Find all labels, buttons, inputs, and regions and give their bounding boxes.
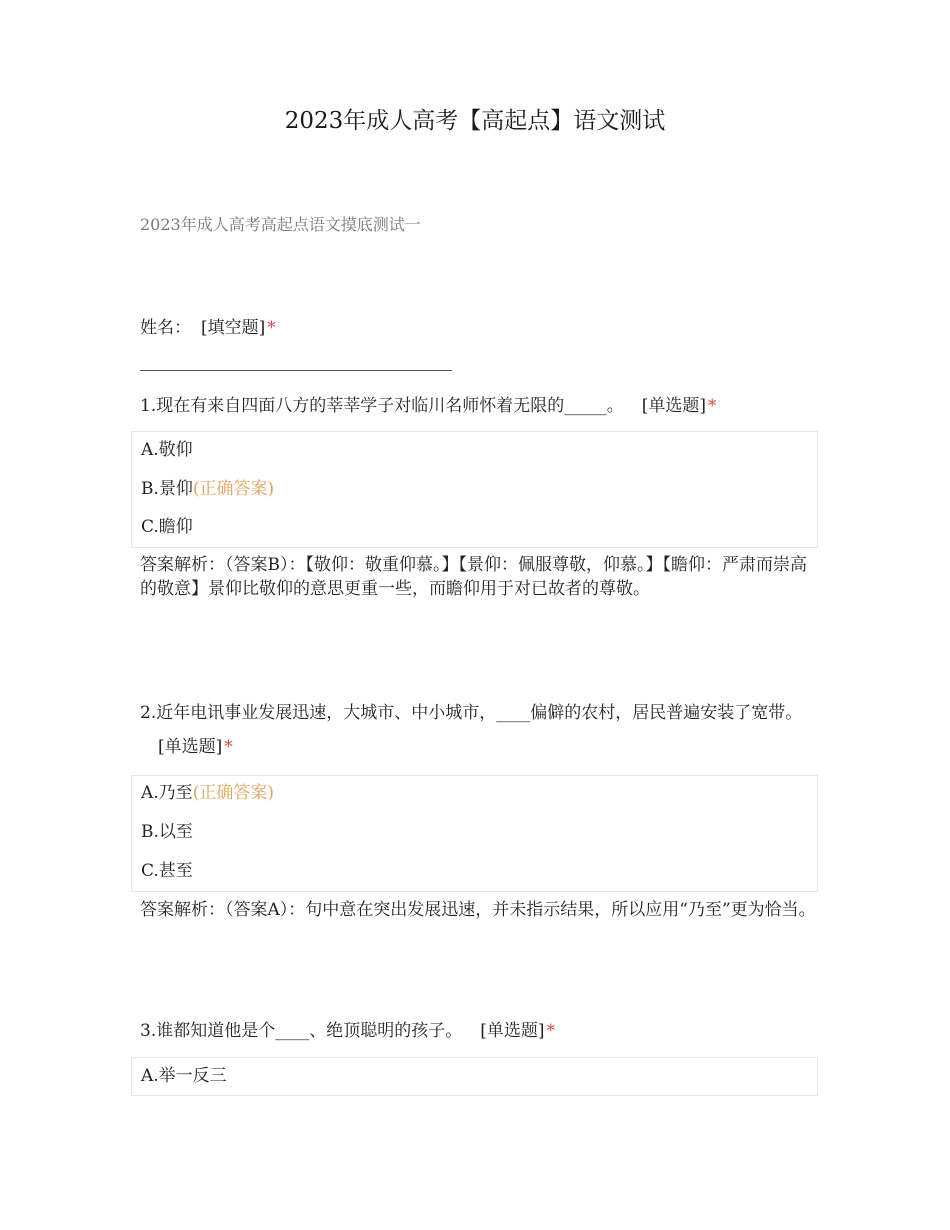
question-type: [单选题] xyxy=(641,396,706,416)
options-box-2 xyxy=(131,775,818,892)
required-mark: * xyxy=(224,737,233,757)
name-label: 姓名： xyxy=(140,318,191,338)
name-field-label xyxy=(140,316,276,340)
question-text: 2.近年电讯事业发展迅速，大城市、中小城市，____偏僻的农村，居民普遍安装了宽带。 xyxy=(140,703,803,723)
answer-explanation-1: 答案解析：（答案B）：【敬仰：敬重仰慕。】【景仰：佩服尊敬，仰慕。】【瞻仰：严肃而崇高的敬意】景仰比敬仰的意思更重一些，而瞻仰用于对已故者的尊敬。 xyxy=(140,555,807,599)
option-label: B.以至 xyxy=(141,822,193,842)
option-label: C.瞻仰 xyxy=(141,517,193,537)
question-type: [填空题] xyxy=(201,318,266,338)
option-b[interactable] xyxy=(141,820,193,844)
question-text: 3.谁都知道他是个____、绝顶聪明的孩子。 xyxy=(140,1021,463,1041)
required-mark: * xyxy=(267,318,276,338)
option-a[interactable] xyxy=(141,438,193,462)
option-label: B.景仰 xyxy=(141,479,193,499)
options-box-1 xyxy=(131,431,818,548)
required-mark: * xyxy=(707,396,717,416)
required-mark: * xyxy=(546,1021,555,1041)
correct-answer-tag: (正确答案) xyxy=(192,783,274,803)
option-label: A.举一反三 xyxy=(141,1066,227,1086)
page-title: 2023年成人高考【高起点】语文测试 xyxy=(284,108,666,134)
option-a[interactable] xyxy=(141,1064,227,1088)
option-c[interactable] xyxy=(141,859,193,883)
correct-answer-tag: (正确答案) xyxy=(192,479,275,499)
option-b[interactable] xyxy=(141,477,274,501)
name-input-line[interactable] xyxy=(140,370,452,371)
option-label: A.敬仰 xyxy=(141,440,193,460)
question-type: [单选题] xyxy=(480,1021,545,1041)
option-a[interactable] xyxy=(141,781,274,805)
question-3 xyxy=(140,1014,820,1048)
question-1 xyxy=(140,389,820,423)
option-label: A.乃至 xyxy=(141,783,193,803)
option-c[interactable] xyxy=(141,515,193,539)
options-box-3 xyxy=(131,1057,818,1096)
question-type: [单选题] xyxy=(158,737,223,757)
question-text: 1.现在有来自四面八方的莘莘学子对临川名师怀着无限的_____。 xyxy=(140,396,624,416)
answer-explanation-2: 答案解析：（答案A）：句中意在突出发展迅速，并未指示结果，所以应用“乃至”更为恰当。 xyxy=(140,900,816,920)
option-label: C.甚至 xyxy=(141,861,193,881)
question-2 xyxy=(140,696,820,764)
survey-subtitle: 2023年成人高考高起点语文摸底测试一 xyxy=(140,215,421,234)
